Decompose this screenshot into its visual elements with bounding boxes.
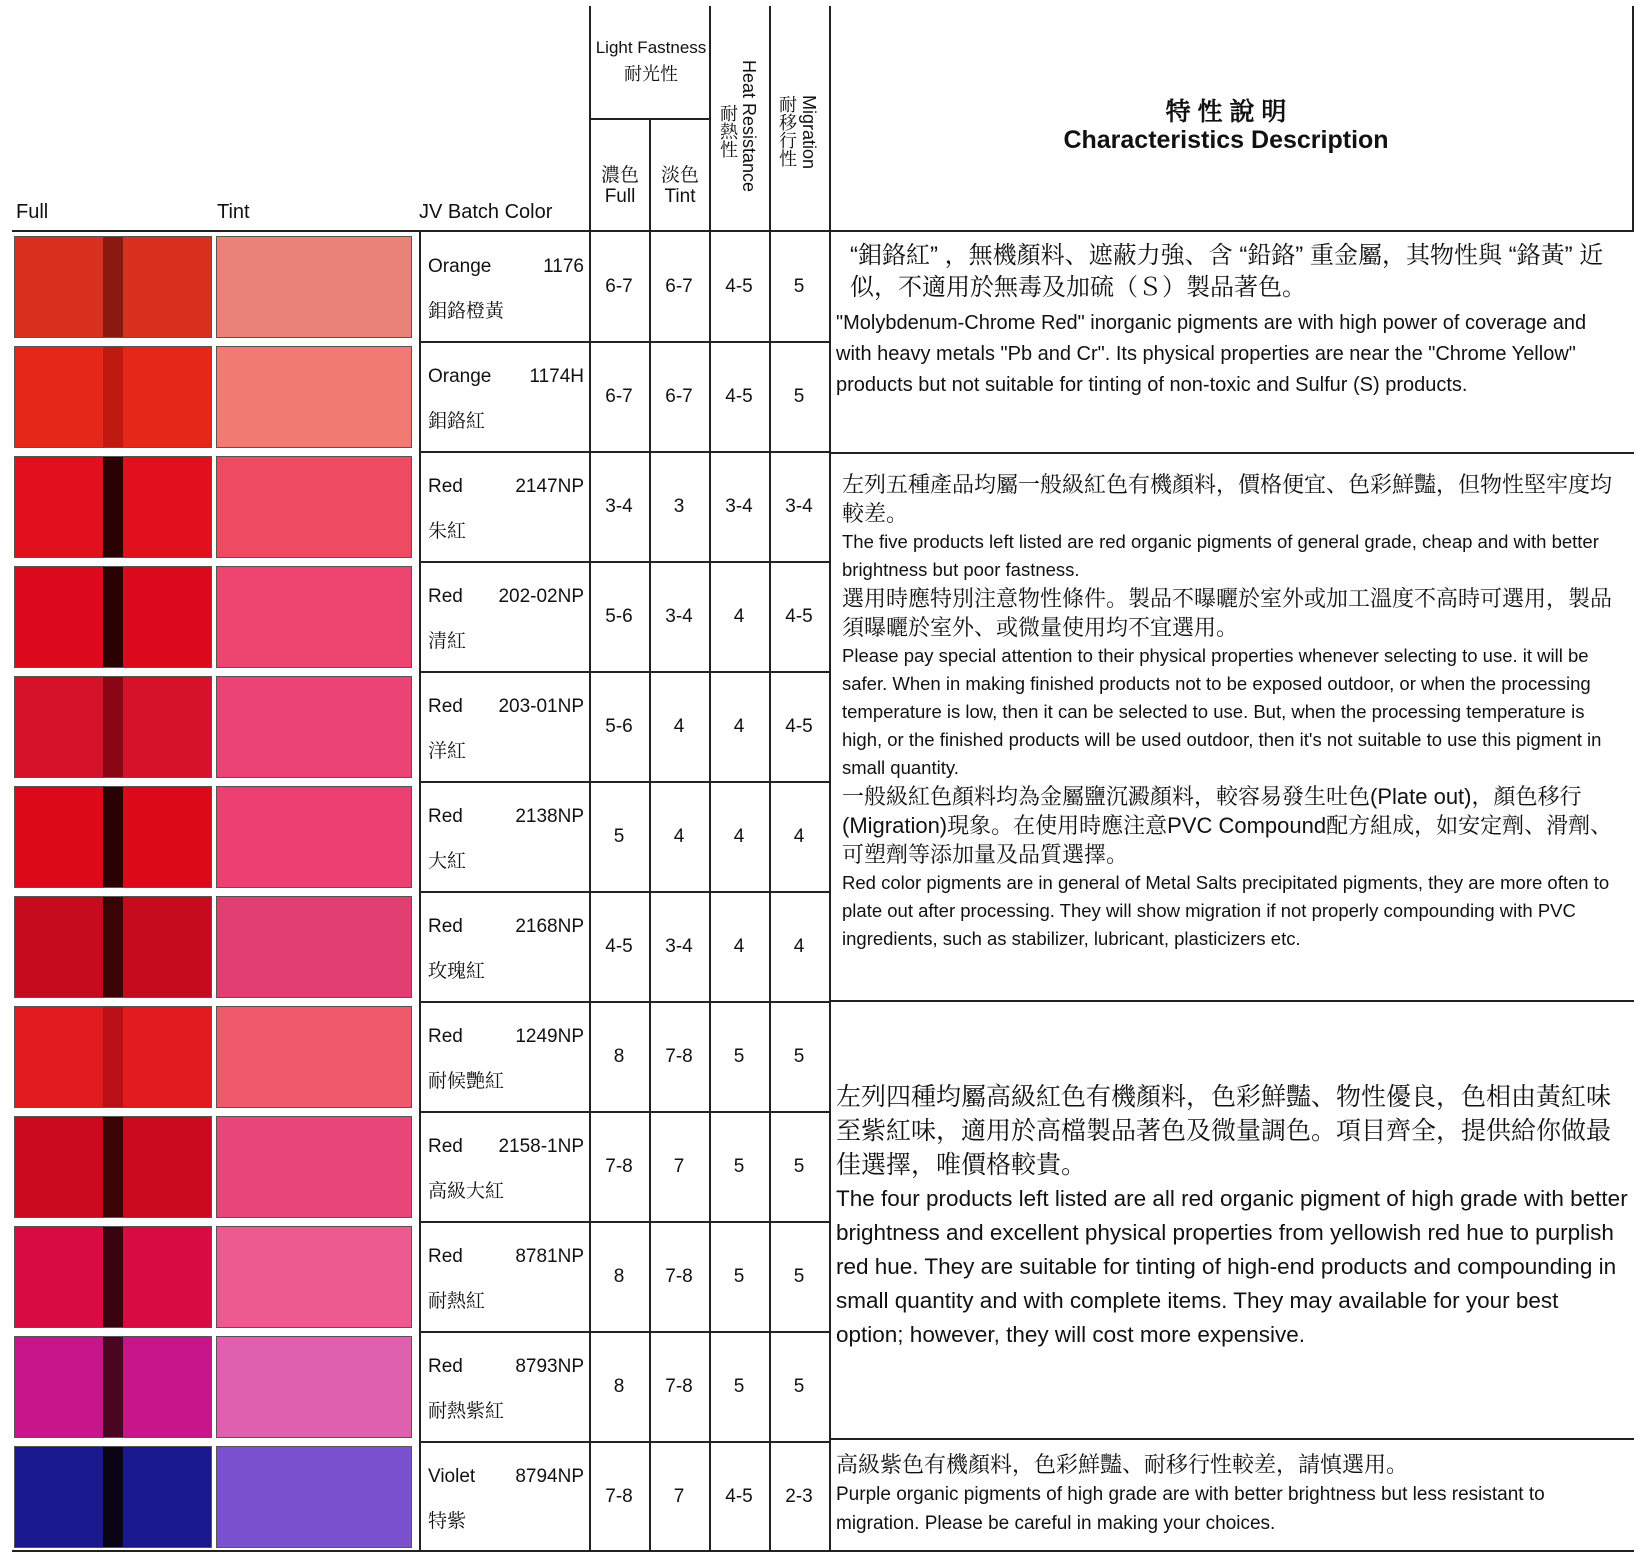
light-fastness-full: 6-7 [605,386,633,407]
light-fastness-full: 8 [613,1376,625,1397]
tint-swatch [216,1226,412,1328]
pigment-name-zh: 玫瑰紅 [428,961,486,982]
heat-resistance: 5 [733,1266,745,1287]
light-fastness-tint: 6-7 [665,386,693,407]
row-divider [419,1111,831,1113]
description-4-zh: 高級紫色有機顏料，色彩鮮豔、耐移行性較差，請慎選用。 [836,1452,1409,1477]
pigment-code: 1176 [543,256,584,277]
light-fastness-tint: 7-8 [665,1046,693,1067]
swatch-stripe [103,677,123,777]
migration: 4 [793,826,805,847]
row-divider [419,671,831,673]
tint-swatch [216,1006,412,1108]
tint-swatch [216,1446,412,1548]
description-1-en: "Molybdenum-Chrome Red" inorganic pigments are with high power of coverage and with heavy metals "Pb and Cr". Its physical properties are near the "Chrome Yellow" products but not suitable for tinting of non-toxic and Sulfur (S) products. [836,312,1587,396]
pigment-code: 8793NP [515,1356,584,1377]
light-fastness-tint: 3-4 [665,606,693,627]
migration: 5 [793,276,805,297]
pigment-name: Red [428,586,463,607]
light-fastness-tint: 6-7 [665,276,693,297]
swatch-stripe [103,237,123,337]
header-full-en: Full [604,186,636,207]
row-divider [419,341,831,343]
description-3-en: The four products left listed are all red organic pigment of high grade with better brightness and excellent physical properties from yellowish red hue to purplish red hue. They are suitable for tinting of high-end products and compounding in small quantity and with complete items. They may available for your best option; however, they will cost more expensive. [836,1186,1628,1347]
row-divider [419,1441,831,1443]
description-4-en: Purple organic pigments of high grade are with better brightness but less resistant to migration. Please be careful in making your choices. [836,1484,1545,1534]
full-swatch [14,566,212,668]
migration: 2-3 [785,1486,813,1507]
heat-resistance: 5 [733,1046,745,1067]
pigment-name-zh: 清紅 [428,631,467,652]
tint-swatch [216,786,412,888]
tint-swatch [216,896,412,998]
light-fastness-tint: 7 [673,1486,685,1507]
pigment-name: Red [428,806,463,827]
heat-resistance: 4-5 [725,276,753,297]
description-3-zh: 左列四種均屬高級紅色有機顏料，色彩鮮豔、物性優良，色相由黃紅味至紫紅味，適用於高檔製品著色及微量調色。項目齊全，提供給你做最佳選擇，唯價格較貴。 [836,1083,1612,1179]
swatch-stripe [103,1447,123,1547]
heat-resistance: 4 [733,936,745,957]
description-1-zh: “鉬鉻紅” ，無機顏料、遮蔽力強、含 “鉛鉻” 重金屬，其物性與 “鉻黃” 近似，不適用於無毒及加硫（Ｓ）製品著色。 [850,242,1604,301]
full-swatch [14,676,212,778]
pigment-name-zh: 鉬鉻橙黃 [428,301,505,322]
full-swatch [14,1226,212,1328]
full-swatch [14,1116,212,1218]
pigment-code: 2147NP [515,476,584,497]
pigment-name: Red [428,476,463,497]
pigment-code: 1249NP [515,1026,584,1047]
pigment-name: Red [428,916,463,937]
tint-swatch [216,456,412,558]
description-4 [836,1450,1628,1538]
swatch-stripe [103,567,123,667]
header-full: Full [16,201,49,223]
header-light-fastness-zh: 耐光性 [624,64,678,84]
pigment-name-zh: 洋紅 [428,741,467,762]
migration: 5 [793,1046,805,1067]
row-divider [419,891,831,893]
tint-swatch [216,1336,412,1438]
swatch-stripe [103,457,123,557]
light-fastness-full: 7-8 [605,1486,633,1507]
heat-resistance: 3-4 [725,496,753,517]
full-swatch [14,786,212,888]
header-heat-en: Heat Resistance [739,60,759,193]
pigment-name-zh: 耐熱紫紅 [428,1401,505,1422]
row-divider [419,451,831,453]
heat-resistance: 4 [733,826,745,847]
migration: 4-5 [785,716,813,737]
header-heat-zh: 耐熱性 [718,104,738,158]
light-fastness-tint: 4 [673,716,685,737]
tint-swatch [216,566,412,668]
pigment-name: Orange [428,366,492,387]
pigment-code: 203-01NP [498,696,584,717]
pigment-name-zh: 鉬鉻紅 [428,411,486,432]
description-2-en1: The five products left listed are red organic pigments of general grade, cheap and with better brightness but poor fastness. [842,531,1599,580]
tint-swatch [216,1116,412,1218]
migration: 5 [793,1156,805,1177]
pigment-code: 2168NP [515,916,584,937]
light-fastness-full: 8 [613,1266,625,1287]
header-tint-en: Tint [664,186,696,207]
full-swatch [14,1446,212,1548]
pigment-name-zh: 耐熱紅 [428,1291,486,1312]
header-tint-zh: 淡色 [660,165,699,186]
description-3 [836,1080,1628,1352]
pigment-code: 1174H [529,366,584,387]
full-swatch [14,896,212,998]
swatch-stripe [103,1227,123,1327]
light-fastness-full: 5-6 [605,606,633,627]
migration: 5 [793,386,805,407]
pigment-name: Red [428,1136,463,1157]
pigment-code: 2158-1NP [498,1136,584,1157]
description-2-zh2: 選用時應特別注意物性條件。製品不曝曬於室外或加工溫度不高時可選用，製品須曝曬於室外、或微量使用均不宜選用。 [842,586,1613,640]
light-fastness-tint: 7 [673,1156,685,1177]
full-swatch [14,236,212,338]
pigment-name: Orange [428,256,492,277]
swatch-stripe [103,1117,123,1217]
tint-swatch [216,346,412,448]
heat-resistance: 4 [733,716,745,737]
light-fastness-full: 5-6 [605,716,633,737]
light-fastness-full: 6-7 [605,276,633,297]
pigment-code: 202-02NP [498,586,584,607]
full-swatch [14,1336,212,1438]
header-desc-en: Characteristics Description [1063,126,1389,154]
header-migration-zh: 耐移行性 [777,95,797,167]
migration: 5 [793,1376,805,1397]
pigment-name: Red [428,1246,463,1267]
light-fastness-full: 5 [613,826,625,847]
row-divider [419,1221,831,1223]
row-divider [419,1001,831,1003]
light-fastness-full: 3-4 [605,496,633,517]
light-fastness-tint: 7-8 [665,1376,693,1397]
pigment-name: Red [428,696,463,717]
full-swatch [14,456,212,558]
description-2 [842,470,1624,953]
light-fastness-full: 4-5 [605,936,633,957]
header-full-zh: 濃色 [600,165,639,186]
migration: 5 [793,1266,805,1287]
light-fastness-full: 7-8 [605,1156,633,1177]
heat-resistance: 4-5 [725,1486,753,1507]
pigment-name-zh: 大紅 [428,851,467,872]
swatch-stripe [103,897,123,997]
light-fastness-tint: 3-4 [665,936,693,957]
header-migration-en: Migration [799,95,819,170]
pigment-code: 8794NP [515,1466,584,1487]
row-divider [419,1331,831,1333]
heat-resistance: 5 [733,1376,745,1397]
header-desc-zh: 特 性 說 明 [1165,98,1287,126]
description-2-en2: Please pay special attention to their physical properties whenever selecting to use. it will be safer. When in making finished products not to be exposed outdoor, or when the processing temperature is low, then it can be selected to use. But, when the processing temperature is high, or the finished products will be used outdoor, then it's not suitable to use this pigment in small quantity. [842,645,1602,778]
tint-swatch [216,236,412,338]
heat-resistance: 4 [733,606,745,627]
full-swatch [14,346,212,448]
pigment-name-zh: 特紫 [428,1511,467,1532]
swatch-stripe [103,1337,123,1437]
row-divider [419,781,831,783]
heat-resistance: 4-5 [725,386,753,407]
pigment-name-zh: 高級大紅 [428,1181,505,1202]
pigment-code: 2138NP [515,806,584,827]
tint-swatch [216,676,412,778]
pigment-name-zh: 耐候艷紅 [428,1071,505,1092]
swatch-stripe [103,1007,123,1107]
migration: 3-4 [785,496,813,517]
pigment-name: Red [428,1026,463,1047]
header-batch-color: JV Batch Color [419,201,553,223]
migration: 4 [793,936,805,957]
pigment-code: 8781NP [515,1246,584,1267]
light-fastness-tint: 7-8 [665,1266,693,1287]
row-divider [419,561,831,563]
pigment-name: Violet [428,1466,476,1487]
header-tint: Tint [217,201,250,223]
heat-resistance: 5 [733,1156,745,1177]
description-2-en3: Red color pigments are in general of Metal Salts precipitated pigments, they are more often to plate out after processing. They will show migration if not properly compounding with PVC ingredients, such as stabilizer, lubricant, plasticizers etc. [842,872,1610,949]
description-2-zh1: 左列五種產品均屬一般級紅色有機顏料，價格便宜、色彩鮮豔，但物性堅牢度均較差。 [842,472,1613,526]
light-fastness-tint: 4 [673,826,685,847]
light-fastness-full: 8 [613,1046,625,1067]
full-swatch [14,1006,212,1108]
light-fastness-tint: 3 [673,496,685,517]
header-light-fastness-en: Light Fastness [595,38,707,57]
pigment-name-zh: 朱紅 [428,521,467,542]
description-1 [836,240,1626,401]
swatch-stripe [103,787,123,887]
pigment-name: Red [428,1356,463,1377]
migration: 4-5 [785,606,813,627]
swatch-stripe [103,347,123,447]
description-2-zh3: 一般級紅色顏料均為金屬鹽沉澱顏料，較容易發生吐色(Plate out)，顏色移行(Migration)現象。在使用時應注意PVC Compound配方組成，如安定劑、滑劑、可塑劑等添加量及品質選擇。 [842,784,1613,867]
